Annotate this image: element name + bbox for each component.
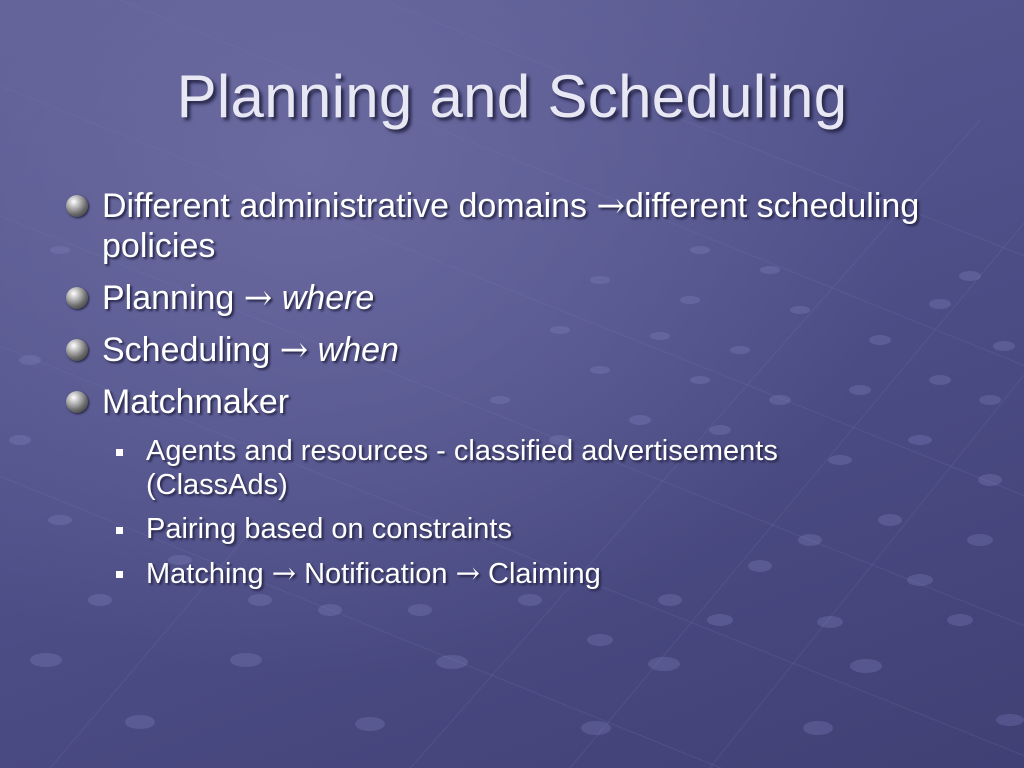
bullet-text: different scheduling policies	[102, 187, 920, 265]
bullet-spacer	[272, 279, 281, 317]
sub-bullet-text: Matching	[146, 558, 272, 590]
gray-sphere-icon	[66, 391, 88, 413]
bullet-item	[66, 382, 926, 422]
slide-title: Planning and Scheduling	[176, 63, 848, 130]
right-arrow-glyph: →	[271, 556, 297, 590]
bullet-spacer	[308, 331, 317, 369]
bullet-item	[66, 278, 926, 318]
gray-sphere-icon	[66, 339, 88, 361]
right-arrow-glyph: →	[455, 556, 480, 590]
bullet-text: Matchmaker	[102, 383, 290, 421]
sub-bullet-text: Pairing based on constraints	[146, 513, 512, 545]
sub-bullet-item	[110, 434, 926, 502]
square-icon	[116, 449, 123, 456]
right-arrow-glyph: →	[279, 330, 309, 370]
bullet-text: Scheduling	[102, 331, 280, 369]
bullet-list	[66, 186, 926, 601]
sub-bullet-text: Claiming	[479, 558, 601, 590]
bullet-item	[66, 330, 926, 370]
bullet-emphasis: where	[281, 279, 375, 317]
sub-bullet-text: Agents and resources - classified advertisements (ClassAds)	[146, 435, 778, 501]
right-arrow-glyph: →	[243, 278, 273, 318]
gray-sphere-icon	[66, 287, 88, 309]
sub-bullet-text: Notification	[296, 558, 456, 590]
bullet-emphasis: when	[317, 331, 399, 369]
right-arrow-glyph: →	[596, 186, 625, 226]
sub-bullet-item	[110, 512, 926, 546]
square-icon	[116, 527, 123, 534]
bullet-item	[66, 186, 926, 266]
bullet-text: Planning	[102, 279, 244, 317]
gray-sphere-icon	[66, 195, 88, 217]
bullet-text: Different administrative domains	[102, 187, 597, 225]
square-icon	[116, 571, 123, 578]
sub-bullet-item	[110, 556, 926, 591]
